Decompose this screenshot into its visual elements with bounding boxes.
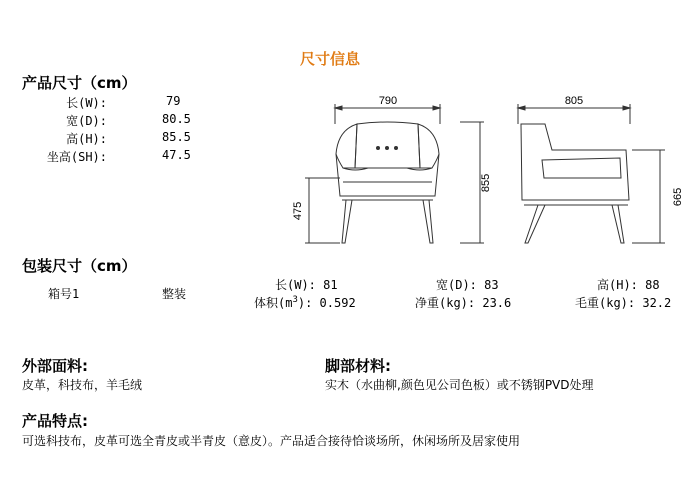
side-height-label: 665: [672, 187, 684, 207]
product-size-label: 高(H):: [66, 132, 107, 146]
front-height-label: 855: [480, 173, 492, 193]
product-size-value: 47.5: [162, 148, 191, 162]
package-height: 高(H): 88: [597, 278, 660, 292]
package-width: 宽(D): 83: [436, 278, 499, 292]
exterior-heading: 外部面料:: [22, 357, 88, 375]
front-width-label: 790: [378, 95, 398, 107]
product-size-value: 80.5: [162, 112, 191, 126]
product-size-value: 85.5: [162, 130, 191, 144]
exterior-text: 皮革，科技布，羊毛绒: [22, 378, 143, 392]
box-number: 箱号1: [48, 287, 80, 301]
page-title: 尺寸信息: [300, 50, 361, 68]
product-size-label: 坐高(SH):: [46, 150, 107, 164]
product-size-heading: 产品尺寸（cm）: [22, 74, 137, 92]
gross-weight: 毛重(kg): 32.2: [575, 296, 672, 310]
product-size-value: 79: [166, 94, 181, 108]
package-volume: 体积$(m^3)$: 0.592: [254, 295, 356, 310]
features-text: 可选科技布，皮革可选全青皮或半青皮（意皮）。产品适合接待恰谈场所，休闲场所及居家使用: [22, 434, 521, 448]
package-size-heading: 包装尺寸（cm）: [22, 257, 137, 275]
seat-height-label: 475: [292, 201, 304, 221]
product-size-label: 宽(D):: [66, 114, 107, 128]
box-type: 整装: [162, 287, 187, 301]
product-size-label: 长(W):: [66, 96, 107, 110]
side-depth-label: 805: [564, 95, 584, 107]
package-length: 长(W): 81: [275, 278, 338, 292]
features-heading: 产品特点:: [22, 412, 88, 430]
legs-text: 实木（水曲柳,颜色见公司色板）或不锈钢PVD处理: [325, 378, 594, 392]
net-weight: 净重(kg): 23.6: [415, 296, 512, 310]
legs-heading: 脚部材料:: [325, 357, 391, 375]
